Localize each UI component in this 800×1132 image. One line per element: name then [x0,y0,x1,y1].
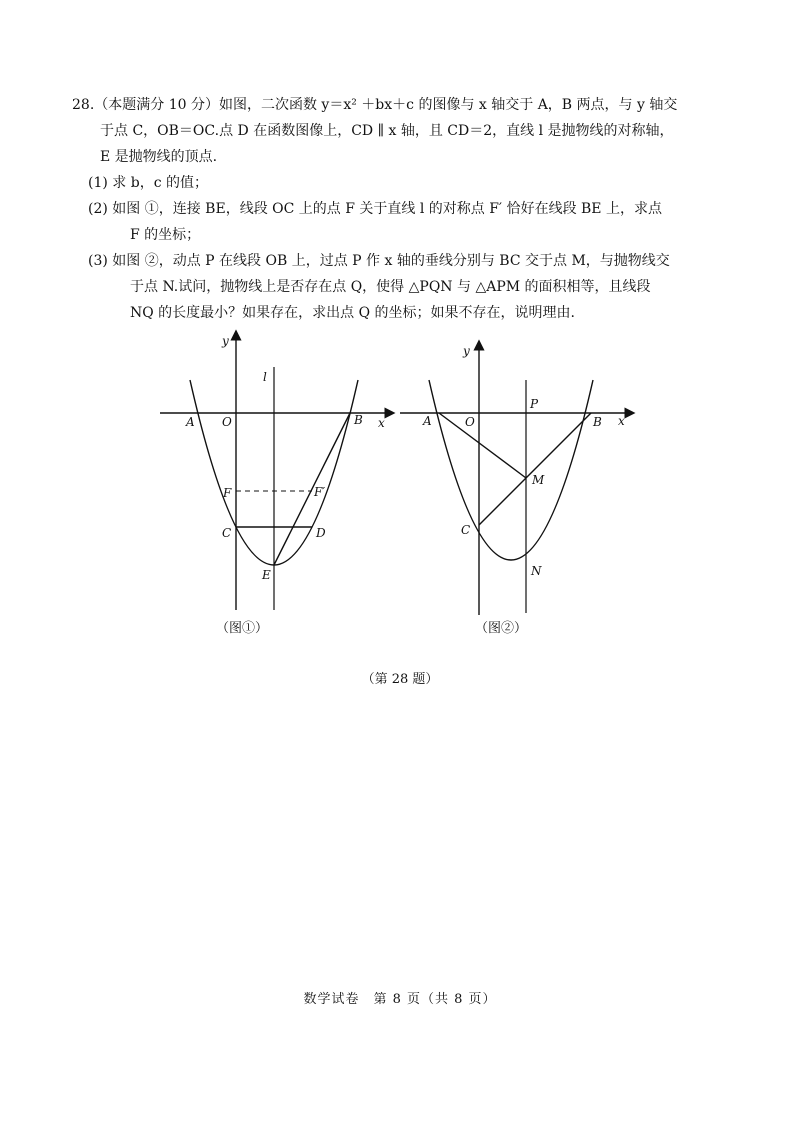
label-l: l [263,370,267,384]
label-o: O [222,415,232,429]
label-m: M [532,473,545,487]
label-y: y [463,344,470,358]
parabola [429,380,593,560]
label-c: C [222,526,232,540]
problem-statement-line-1: 28.（本题满分 10 分）如图，二次函数 y＝x² ＋bx＋c 的图像与 x 轴交于 A，B 两点，与 y 轴交 [72,97,678,113]
problem-statement-line-2: 于点 C，OB＝OC.点 D 在函数图像上，CD ∥ x 轴，且 CD＝2，直线 l 是抛物线的对称轴， [100,123,674,139]
label-b: B [354,413,363,427]
label-a: A [423,414,432,428]
question-3-line-3: NQ 的长度最小？如果存在，求出点 Q 的坐标；如果不存在，说明理由. [130,305,576,321]
question-1: (1) 求 b，c 的值； [88,175,208,191]
question-3-line-2: 于点 N.试问，抛物线上是否存在点 Q，使得 △PQN 与 △APM 的面积相等，且线段 [130,279,651,295]
segment-bc [479,413,591,525]
figure-2 [395,335,645,659]
question-3-line-1: (3) 如图 ②，动点 P 在线段 OB 上，过点 P 作 x 轴的垂线分别与 BC 交于点 M，与抛物线交 [88,253,670,269]
label-x: x [378,416,385,430]
label-c: C [461,523,471,537]
figure-1-diagram [150,325,400,645]
problem-statement-line-3: E 是抛物线的顶点. [100,149,218,165]
page-footer: 数学试卷 第 8 页（共 8 页） [303,992,497,1007]
label-x: x [618,414,625,428]
label-d: D [316,526,326,540]
question-2-line-2: F 的坐标； [130,227,201,243]
segment-be [274,413,350,565]
label-y: y [222,334,229,348]
figure-2-diagram [395,335,645,655]
figure-caption: （第 28 题） [361,672,439,687]
label-f: F [223,486,232,500]
question-2-line-1: (2) 如图 ①，连接 BE，线段 OC 上的点 F 关于直线 l 的对称点 F′ 恰好在线段 BE 上，求点 [88,201,662,217]
figure-2-caption: （图②） [475,621,528,636]
label-e: E [262,568,271,582]
figure-1-caption: （图①） [216,621,269,636]
figure-1 [150,325,400,649]
problem-28 [72,92,722,326]
label-o: O [465,415,475,429]
label-n: N [531,564,542,578]
label-a: A [186,415,195,429]
label-f-prime: F′ [314,485,326,499]
label-b: B [593,415,602,429]
label-p: P [530,397,539,411]
